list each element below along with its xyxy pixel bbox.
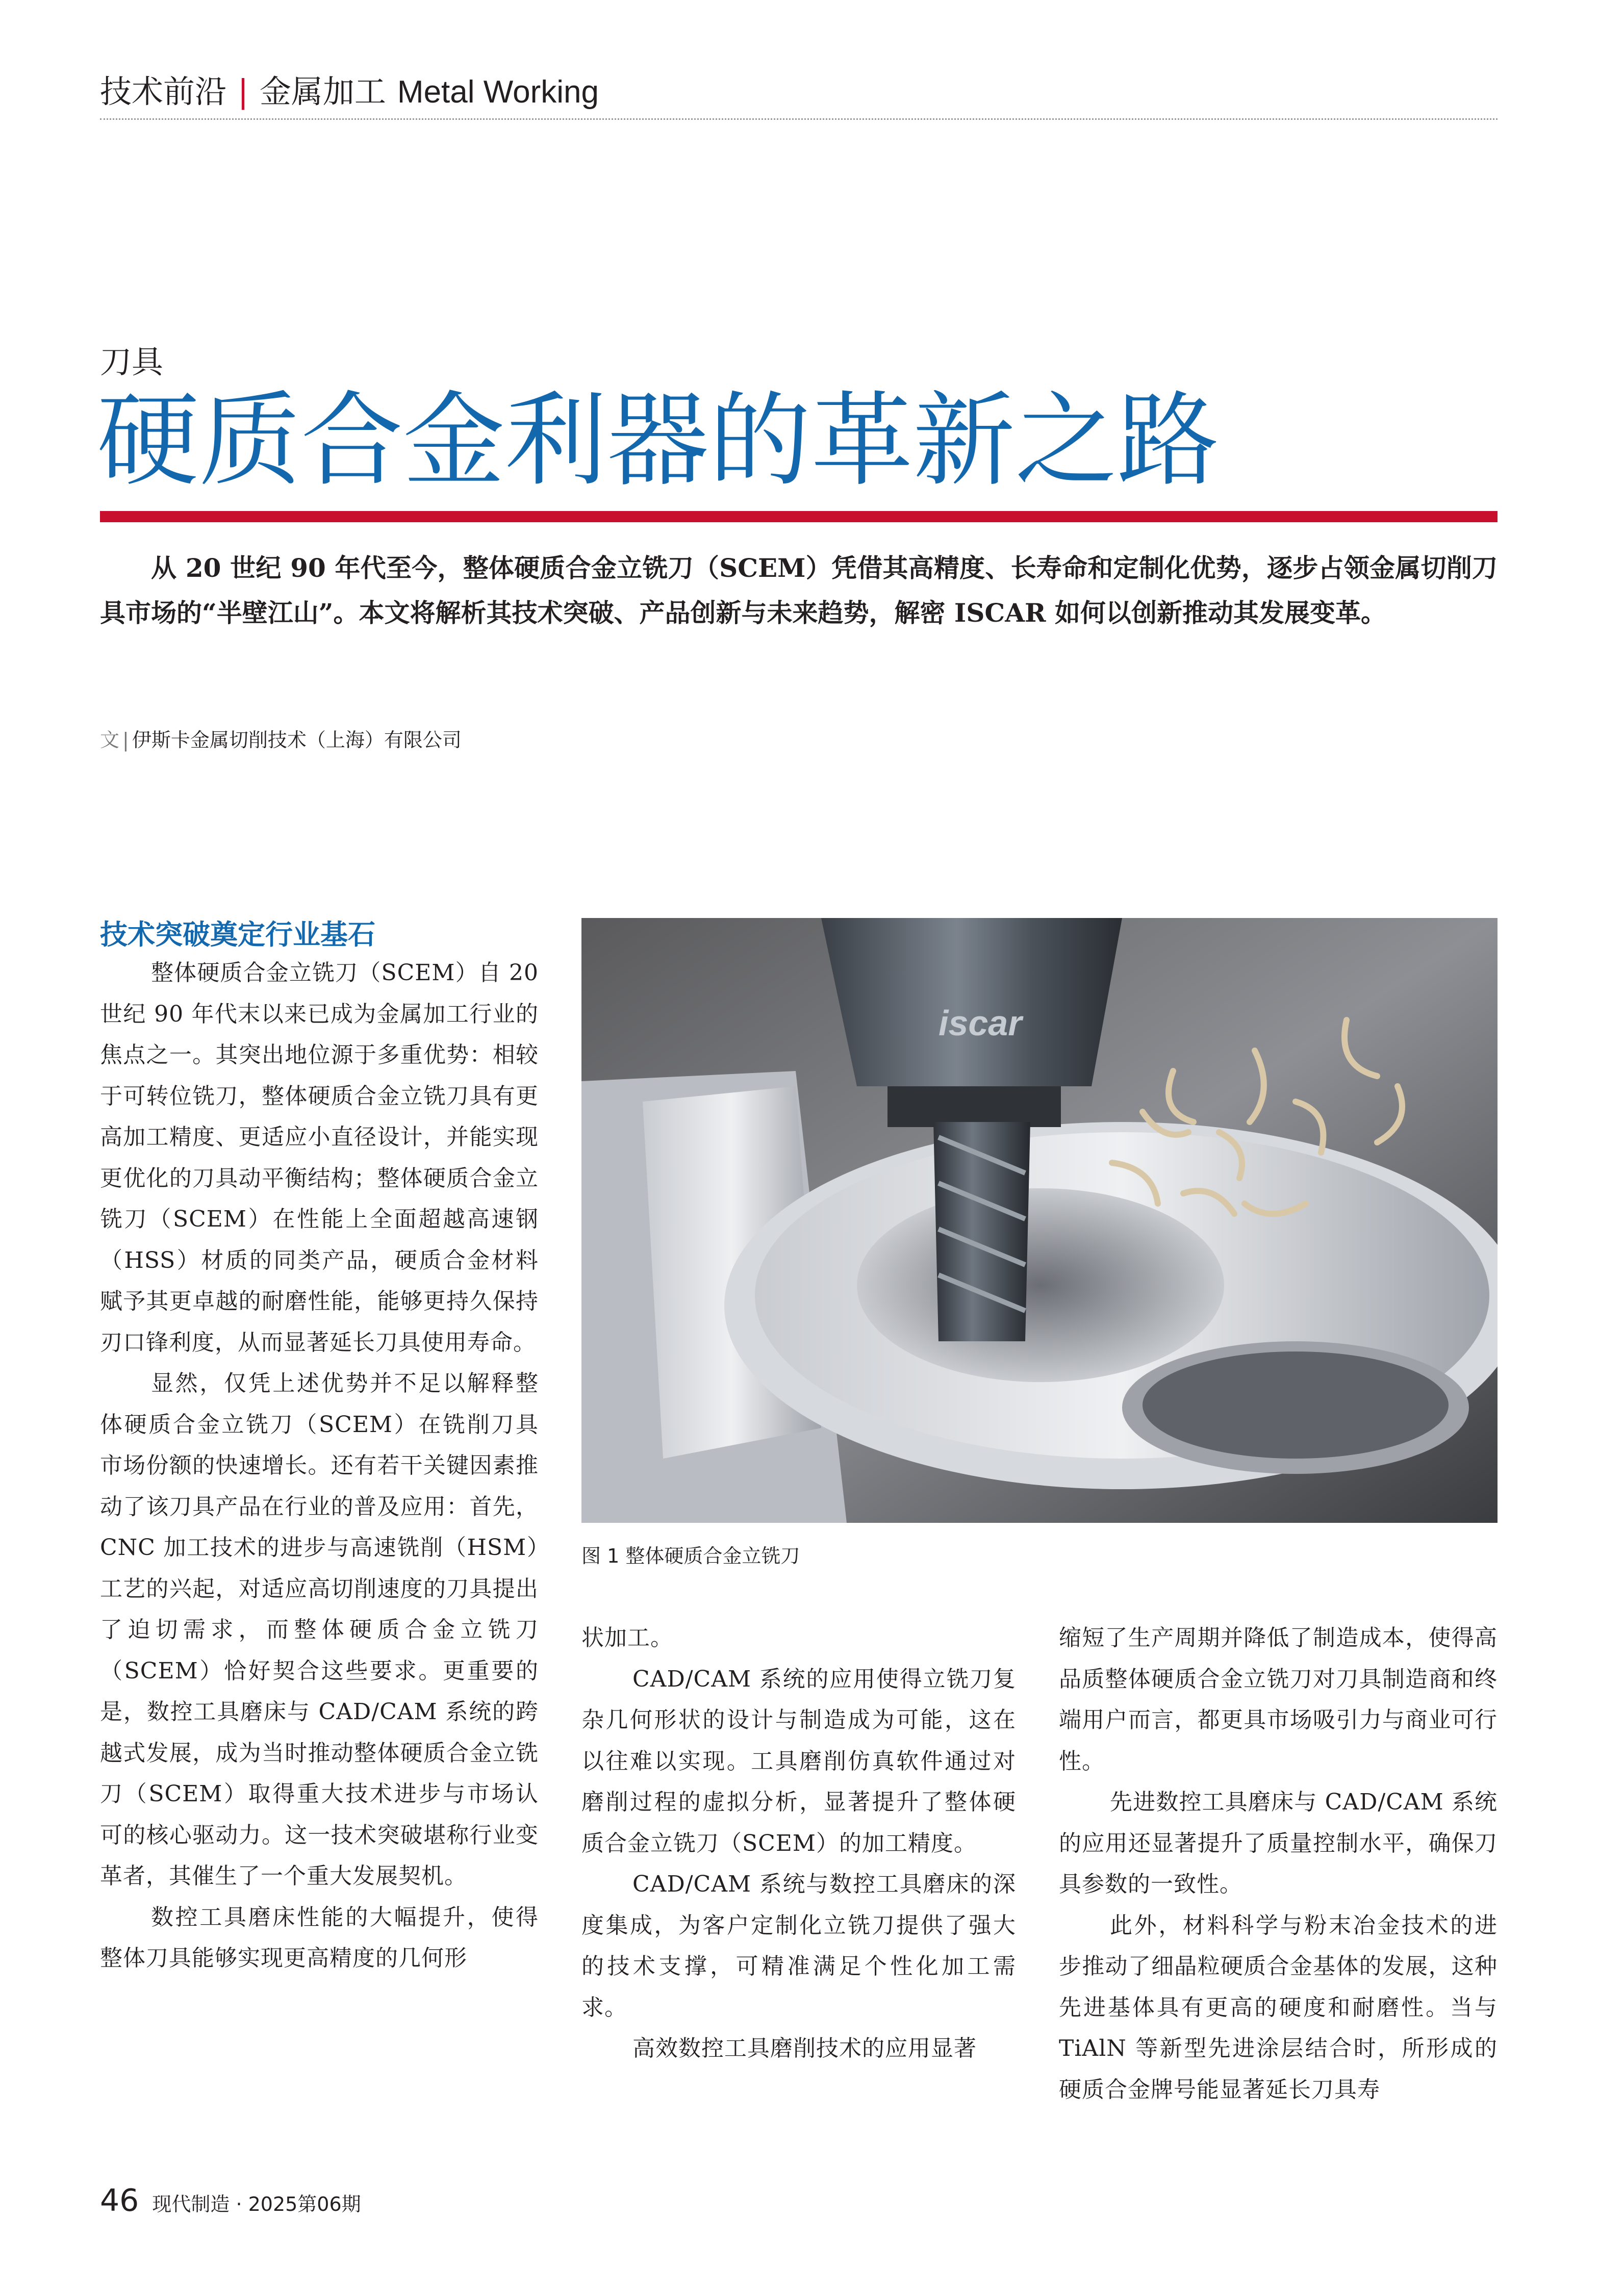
text-column-1 (100, 953, 539, 1979)
end-mill-illustration (581, 918, 1498, 1523)
header-divider: | (238, 73, 248, 110)
byline-prefix: 文 (100, 729, 120, 751)
article-title: 硬质合金利器的革新之路 (97, 381, 1220, 500)
byline (100, 724, 462, 752)
article-lead: 从 20 世纪 90 年代至今，整体硬质合金立铣刀（SCEM）凭借其高精度、长寿命和定制化优势，逐步占领金属切削刀具市场的“半壁江山”。本文将解析其技术突破、产品创新与未来趋势，解密 ISCAR 如何以创新推动其发展变革。 (100, 553, 1498, 628)
byline-divider: | (122, 729, 129, 751)
paragraph: 高效数控工具磨削技术的应用显著 (632, 2035, 977, 2061)
header-section: 技术前沿 (100, 73, 227, 110)
brand-logo: iscar (938, 1003, 1022, 1043)
title-rule (100, 511, 1498, 522)
text-column-2 (581, 1618, 1016, 2070)
header-category: 金属加工 (259, 73, 386, 110)
header-category-en: Metal Working (397, 74, 599, 110)
page-number: 46 (100, 2183, 139, 2218)
paragraph: CAD/CAM 系统的应用使得立铣刀复杂几何形状的设计与制造成为可能，这在以往难以实现。工具磨削仿真软件通过对磨削过程的虚拟分析，显著提升了整体硬质合金立铣刀（SCEM）的加工精度。 (581, 1666, 1016, 1856)
running-header (100, 65, 1498, 120)
paragraph: 状加工。 (581, 1625, 673, 1651)
article-kicker: 刀具 (100, 343, 164, 380)
paragraph: 数控工具磨床性能的大幅提升，使得整体刀具能够实现更高精度的几何形 (100, 1904, 539, 1971)
paragraph: 整体硬质合金立铣刀（SCEM）自 20 世纪 90 年代末以来已成为金属加工行业的焦点之一。其突出地位源于多重优势：相较于可转位铣刀，整体硬质合金立铣刀具有更高加工精度、更适应小直径设计，并能实现更优化的刀具动平衡结构；整体硬质合金立铣刀（SCEM）在性能上全面超越高速钢（HSS）材质的同类产品，硬质合金材料赋予其更卓越的耐磨性能，能够更持久保持刃口锋利度，从而显著延长刀具使用寿命。 (100, 960, 539, 1356)
section-heading: 技术突破奠定行业基石 (100, 919, 375, 951)
page-footer (100, 2183, 361, 2218)
figure-end-mill-photo (581, 918, 1498, 1523)
paragraph: CAD/CAM 系统与数控工具磨床的深度集成，为客户定制化立铣刀提供了强大的技术支撑，可精准满足个性化加工需求。 (581, 1871, 1016, 2021)
figure-caption: 图 1 整体硬质合金立铣刀 (581, 1545, 800, 1567)
magazine-issue: 现代制造 · 2025第06期 (152, 2193, 361, 2215)
text-column-3 (1059, 1618, 1498, 2110)
paragraph: 缩短了生产周期并降低了制造成本，使得高品质整体硬质合金立铣刀对刀具制造商和终端用户而言，都更具市场吸引力与商业可行性。 (1059, 1625, 1498, 1774)
byline-author: 伊斯卡金属切削技术（上海）有限公司 (132, 729, 462, 751)
paragraph: 先进数控工具磨床与 CAD/CAM 系统的应用还显著提升了质量控制水平，确保刀具参数的一致性。 (1059, 1789, 1498, 1897)
paragraph: 显然，仅凭上述优势并不足以解释整体硬质合金立铣刀（SCEM）在铣削刀具市场份额的快速增长。还有若干关键因素推动了该刀具产品在行业的普及应用：首先，CNC 加工技术的进步与高速铣削（HSM）工艺的兴起，对适应高切削速度的刀具提出了迫切需求，而整体硬质合金立铣刀（SCEM）恰好契合这些要求。更重要的是，数控工具磨床与 CAD/CAM 系统的跨越式发展，成为当时推动整体硬质合金立铣刀（SCEM）取得重大技术进步与市场认可的核心驱动力。这一技术突破堪称行业变革者，其催生了一个重大发展契机。 (100, 1370, 539, 1889)
paragraph: 此外，材料科学与粉末冶金技术的进步推动了细晶粒硬质合金基体的发展，这种先进基体具有更高的硬度和耐磨性。当与 TiAlN 等新型先进涂层结合时，所形成的硬质合金牌号能显著延长刀具寿 (1059, 1912, 1498, 2103)
